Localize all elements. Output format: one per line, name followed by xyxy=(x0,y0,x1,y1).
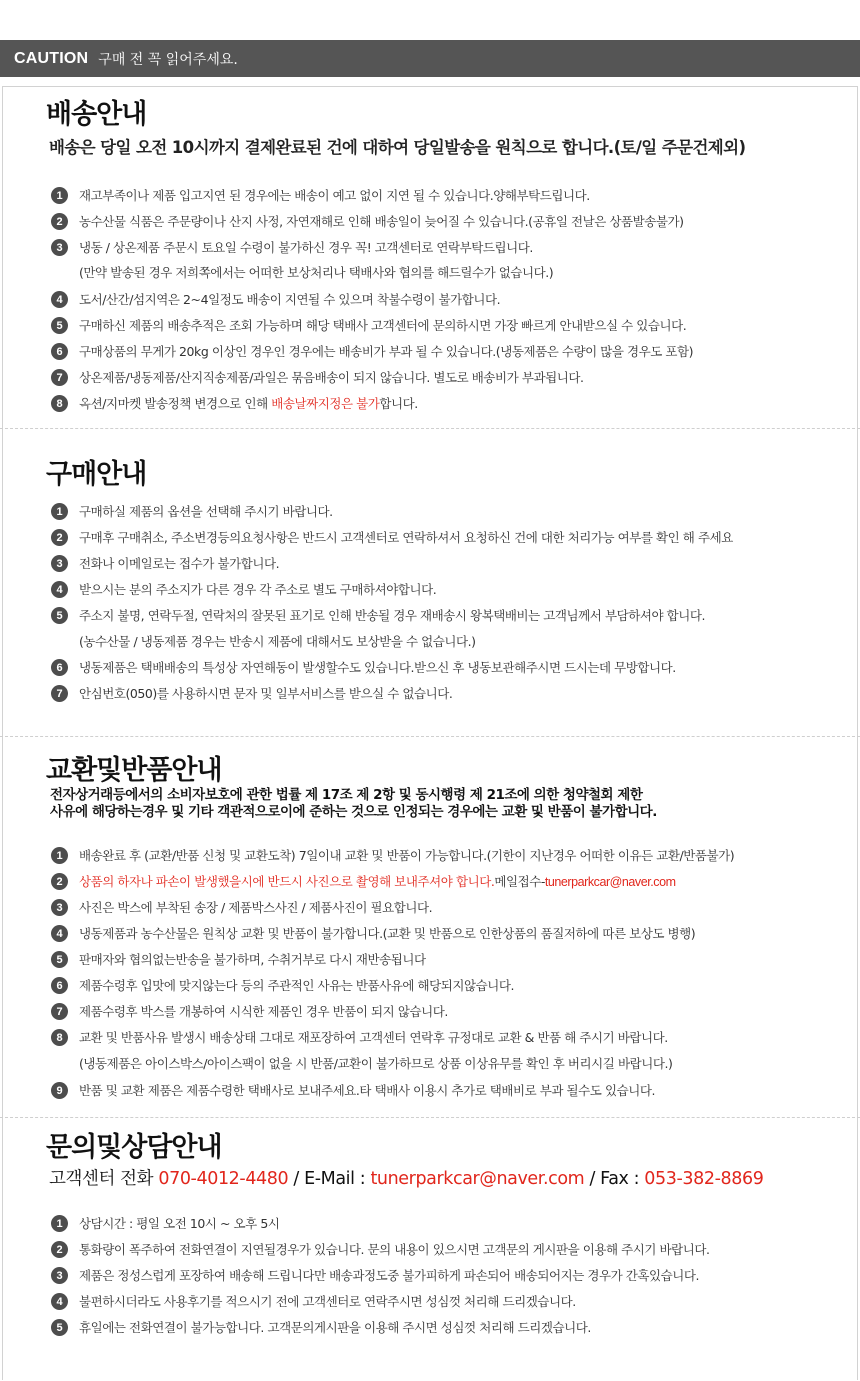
list-item-text: 판매자와 협의없는반송을 불가하며, 수취거부로 다시 재반송됩니다 xyxy=(79,952,426,967)
caution-bar xyxy=(0,40,860,77)
list-item xyxy=(0,1240,860,1266)
number-badge: 5 xyxy=(51,317,68,334)
list-item-text: 제품수령후 입맛에 맞지않는다 등의 주관적인 사유는 반품사유에 해당되지않습니다. xyxy=(79,978,515,993)
list-item xyxy=(0,684,860,710)
number-badge: 2 xyxy=(51,1241,68,1258)
number-badge: 7 xyxy=(51,1003,68,1020)
list-item-note: (만약 발송된 경우 저희쪽에서는 어떠한 보상처리나 택배사와 협의를 해드릴수가 없습니다.) xyxy=(79,265,554,280)
list-item xyxy=(0,528,860,554)
list-item xyxy=(0,238,860,264)
highlight-text: 배송날짜지정은 불가 xyxy=(271,396,380,411)
list-item-text: 재고부족이나 제품 입고지연 된 경우에는 배송이 예고 없이 지연 될 수 있습니다.양해부탁드립니다. xyxy=(79,188,590,203)
list-item-text: 통화량이 폭주하여 전화연결이 지연될경우가 있습니다. 문의 내용이 있으시면 고객문의 게시판을 이용해 주시기 바랍니다. xyxy=(79,1242,710,1257)
list-item xyxy=(0,924,860,950)
list-item xyxy=(0,554,860,580)
list-item xyxy=(0,1266,860,1292)
email-label: / E-Mail : xyxy=(288,1169,371,1189)
list-item-text: 휴일에는 전화연결이 불가능합니다. 고객문의게시판을 이용해 주시면 성심껏 처리해 드리겠습니다. xyxy=(79,1320,591,1335)
number-badge: 6 xyxy=(51,343,68,360)
list-item xyxy=(0,1081,860,1107)
list-item xyxy=(0,212,860,238)
exchange-notice-line2: 사유에 해당하는경우 및 기타 객관적으로이에 준하는 것으로 인정되는 경우에는 교환 및 반품이 불가합니다. xyxy=(50,804,657,820)
text-part: 옥션/지마켓 발송정책 변경으로 인해 xyxy=(79,396,272,411)
list-item-text: 배송완료 후 (교환/반품 신청 및 교환도착) 7일이내 교환 및 반품이 가능합니다.(기한이 지난경우 어떠한 이유든 교환/반품불가) xyxy=(79,848,735,863)
number-badge: 6 xyxy=(51,659,68,676)
inquiry-title: 문의및상담안내 xyxy=(46,1132,222,1163)
number-badge: 2 xyxy=(51,213,68,230)
list-item-text: 안심번호(050)를 사용하시면 문자 및 일부서비스를 받으실 수 없습니다. xyxy=(79,686,453,701)
email-address[interactable]: tunerparkcar@naver.com xyxy=(370,1169,585,1189)
list-item xyxy=(0,1002,860,1028)
section-divider xyxy=(0,1117,860,1118)
number-badge: 9 xyxy=(51,1082,68,1099)
list-item-note: (농수산물 / 냉동제품 경우는 반송시 제품에 대해서도 보상받을 수 없습니다.) xyxy=(79,634,476,649)
number-badge: 4 xyxy=(51,581,68,598)
fax-label: / Fax : xyxy=(584,1169,645,1189)
list-item-text: 제품수령후 박스를 개봉하여 시식한 제품인 경우 반품이 되지 않습니다. xyxy=(79,1004,448,1019)
list-item-text: 전화나 이메일로는 접수가 불가합니다. xyxy=(79,556,280,571)
shipping-subtitle: 배송은 당일 오전 10시까지 결제완료된 건에 대하여 당일발송을 원칙으로 합니다.(토/일 주문건제외) xyxy=(49,138,746,157)
number-badge: 5 xyxy=(51,607,68,624)
list-item-text: 불편하시더라도 사용후기를 적으시기 전에 고객센터로 연락주시면 성심껏 처리해 드리겠습니다. xyxy=(79,1294,576,1309)
list-item xyxy=(0,342,860,368)
number-badge: 5 xyxy=(51,1319,68,1336)
exchange-title: 교환및반품안내 xyxy=(46,755,222,786)
list-item-text: 냉동제품은 택배배송의 특성상 자연해동이 발생할수도 있습니다.받으신 후 냉동보관해주시면 드시는데 무방합니다. xyxy=(79,660,676,675)
list-item-text: 교환 및 반품사유 발생시 배송상태 그대로 재포장하여 고객센터 연락후 규정대로 교환 & 반품 해 주시기 바랍니다. xyxy=(79,1030,668,1045)
list-item xyxy=(0,658,860,684)
number-badge: 7 xyxy=(51,369,68,386)
list-item xyxy=(0,394,860,420)
number-badge: 8 xyxy=(51,1029,68,1046)
list-item-text: 냉동제품과 농수산물은 원칙상 교환 및 반품이 불가합니다.(교환 및 반품으로 인한상품의 품질저하에 따른 보상도 병행) xyxy=(79,926,696,941)
number-badge: 4 xyxy=(51,1293,68,1310)
list-item xyxy=(0,898,860,924)
list-item-text xyxy=(79,394,418,413)
list-item xyxy=(0,950,860,976)
number-badge: 1 xyxy=(51,847,68,864)
list-item xyxy=(0,1318,860,1344)
number-badge: 1 xyxy=(51,187,68,204)
list-item xyxy=(0,846,860,872)
list-item xyxy=(0,502,860,528)
number-badge: 7 xyxy=(51,685,68,702)
number-badge: 3 xyxy=(51,239,68,256)
list-item-text: 구매하실 제품의 옵션을 선택해 주시기 바랍니다. xyxy=(79,504,333,519)
number-badge: 1 xyxy=(51,503,68,520)
list-item-text: 구매후 구매취소, 주소변경등의요청사항은 반드시 고객센터로 연락하셔서 요청하신 건에 대한 처리가능 여부를 확인 해 주세요 xyxy=(79,530,733,545)
number-badge: 3 xyxy=(51,1267,68,1284)
caution-text: 구매 전 꼭 읽어주세요. xyxy=(98,51,238,68)
number-badge: 8 xyxy=(51,395,68,412)
list-item xyxy=(0,368,860,394)
list-item xyxy=(0,606,860,632)
list-item xyxy=(0,1292,860,1318)
list-item xyxy=(0,290,860,316)
contact-line xyxy=(49,1165,763,1190)
number-badge: 2 xyxy=(51,529,68,546)
list-item-text xyxy=(79,872,676,892)
number-badge: 4 xyxy=(51,291,68,308)
number-badge: 3 xyxy=(51,899,68,916)
list-item xyxy=(0,1214,860,1240)
list-item-text: 도서/산간/섬지역은 2~4일정도 배송이 지연될 수 있으며 착불수령이 불가합니다. xyxy=(79,292,501,307)
list-item-text: 상담시간 : 평일 오전 10시 ~ 오후 5시 xyxy=(79,1216,280,1231)
list-item-text: 제품은 정성스럽게 포장하여 배송해 드립니다만 배송과정도중 불가피하게 파손되어 배송되어지는 경우가 간혹있습니다. xyxy=(79,1268,700,1283)
email-link[interactable]: tunerparkcar@naver.com xyxy=(544,875,676,889)
list-item xyxy=(0,1028,860,1054)
number-badge: 4 xyxy=(51,925,68,942)
number-badge: 2 xyxy=(51,873,68,890)
list-item-text: 구매상품의 무게가 20kg 이상인 경우인 경우에는 배송비가 부과 될 수 있습니다.(냉동제품은 수량이 많을 경우도 포함) xyxy=(79,344,694,359)
phone-number[interactable]: 070-4012-4480 xyxy=(158,1169,289,1189)
caution-label: CAUTION xyxy=(14,49,89,67)
list-item-text: 농수산물 식품은 주문량이나 산지 사정, 자연재해로 인해 배송일이 늦어질 수 있습니다.(공휴일 전날은 상품발송불가) xyxy=(79,214,684,229)
list-item xyxy=(0,872,860,898)
list-item xyxy=(0,976,860,1002)
purchase-title: 구매안내 xyxy=(46,459,147,490)
list-item-text: 주소지 불명, 연락두절, 연락처의 잘못된 표기로 인해 반송될 경우 재배송시 왕복택배비는 고객님께서 부담하셔야 합니다. xyxy=(79,608,706,623)
list-item-text: 냉동 / 상온제품 주문시 토요일 수령이 불가하신 경우 꼭! 고객센터로 연락부탁드립니다. xyxy=(79,240,533,255)
shipping-title: 배송안내 xyxy=(46,99,147,130)
text-part: 합니다. xyxy=(379,396,418,411)
list-item-text: 반품 및 교환 제품은 제품수령한 택배사로 보내주세요.타 택배사 이용시 추가로 택배비로 부과 될수도 있습니다. xyxy=(79,1083,655,1098)
section-divider xyxy=(0,736,860,737)
section-divider xyxy=(0,428,860,429)
number-badge: 1 xyxy=(51,1215,68,1232)
list-item-text: 상온제품/냉동제품/산지직송제품/과일은 묶음배송이 되지 않습니다. 별도로 배송비가 부과됩니다. xyxy=(79,370,584,385)
number-badge: 3 xyxy=(51,555,68,572)
list-item-note: (냉동제품은 아이스박스/아이스팩이 없을 시 반품/교환이 불가하므로 상품 이상유무를 확인 후 버리시길 바랍니다.) xyxy=(79,1056,673,1071)
list-item xyxy=(0,580,860,606)
exchange-notice-line1: 전자상거래등에서의 소비자보호에 관한 법률 제 17조 제 2항 및 동시행령 제 21조에 의한 청약철회 제한 xyxy=(50,787,643,803)
list-item-text: 사진은 박스에 부착된 송장 / 제품박스사진 / 제품사진이 필요합니다. xyxy=(79,900,433,915)
text-part: 메일접수- xyxy=(494,874,545,889)
list-item xyxy=(0,186,860,212)
list-item-text: 받으시는 분의 주소지가 다른 경우 각 주소로 별도 구매하셔야합니다. xyxy=(79,582,437,597)
list-item xyxy=(0,316,860,342)
highlight-text: 상품의 하자나 파손이 발생했을시에 반드시 사진으로 촬영해 보내주셔야 합니다. xyxy=(79,874,495,889)
phone-label: 고객센터 전화 xyxy=(49,1169,159,1189)
list-item-text: 구매하신 제품의 배송추적은 조회 가능하며 해당 택배사 고객센터에 문의하시면 가장 빠르게 안내받으실 수 있습니다. xyxy=(79,318,687,333)
number-badge: 5 xyxy=(51,951,68,968)
number-badge: 6 xyxy=(51,977,68,994)
fax-number: 053-382-8869 xyxy=(644,1169,764,1189)
